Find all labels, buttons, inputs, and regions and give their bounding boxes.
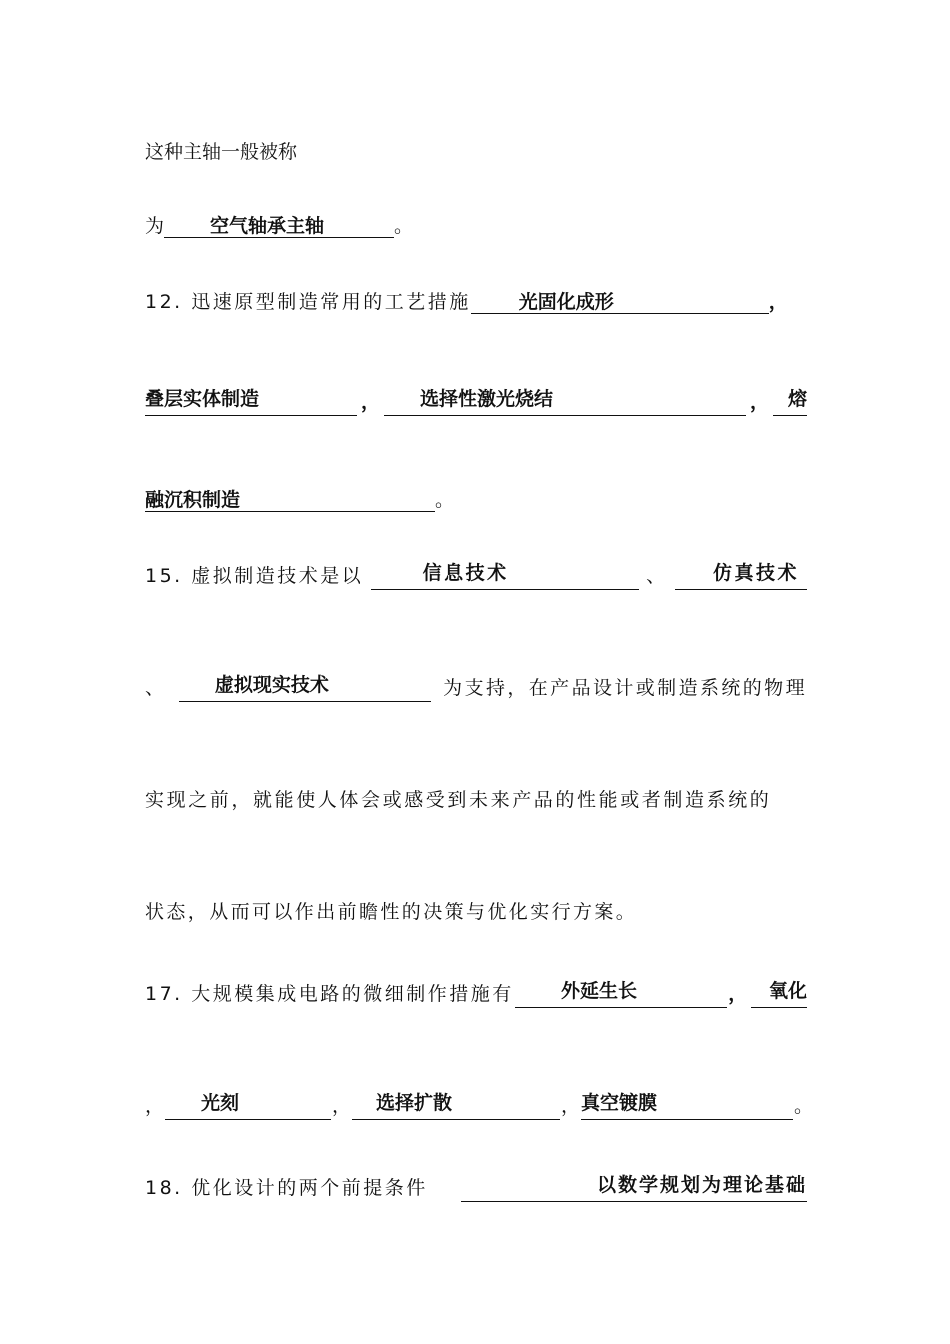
punct: ， [560, 1095, 580, 1117]
answer-blank: 选择扩散 [352, 1092, 560, 1120]
question-12-cont [145, 388, 807, 416]
answer-blank: 以数学规划为理论基础 [461, 1174, 807, 1202]
answer-blank: 真空镀膜 [581, 1092, 793, 1120]
answer-blank: 氧化 [751, 980, 807, 1008]
punct: ， [768, 291, 791, 313]
answer-blank: 叠层实体制造 [145, 388, 357, 416]
punct: ， [145, 1095, 165, 1117]
question-18 [145, 1174, 807, 1202]
answer-blank: 光刻 [165, 1092, 331, 1120]
text: 为支持，在产品设计或制造系统的物理 [443, 677, 807, 699]
punct: 。 [793, 1095, 813, 1117]
text: 状态，从而可以作出前瞻性的决策与优化实行方案。 [145, 901, 638, 923]
answer-blank: 仿真技术 [675, 562, 807, 590]
punct: ， [749, 391, 769, 413]
text-line-1 [145, 138, 807, 166]
text: 实现之前，就能使人体会或感受到未来产品的性能或者制造系统的 [145, 789, 772, 811]
answer-blank: 信息技术 [371, 562, 639, 590]
question-text: 17. 大规模集成电路的微细制作措施有 [145, 983, 514, 1005]
answer-blank: 融沉积制造 [145, 489, 435, 512]
punct: 、 [646, 565, 668, 587]
punct: 。 [394, 215, 414, 237]
answer-blank: 光固化成形 [471, 291, 769, 314]
answer-blank: 选择性激光烧结 [384, 388, 746, 416]
answer-blank: 熔 [773, 388, 807, 416]
answer-blank: 外延生长 [515, 980, 727, 1008]
answer-blank: 空气轴承主轴 [164, 215, 394, 238]
punct: 。 [435, 489, 455, 511]
text-line-2 [145, 212, 807, 240]
text-line [145, 898, 807, 926]
question-12 [145, 288, 807, 316]
answer-blank: 虚拟现实技术 [179, 674, 431, 702]
question-17-cont [145, 1092, 813, 1120]
question-text: 18. 优化设计的两个前提条件 [145, 1177, 428, 1199]
text: 这种主轴一般被称 [145, 141, 298, 163]
question-17 [145, 980, 807, 1008]
punct: ， [360, 391, 380, 413]
text: 为 [145, 215, 165, 237]
text-line [145, 786, 807, 814]
question-12-cont2 [145, 486, 807, 514]
question-15-cont [145, 674, 807, 702]
punct: ， [331, 1095, 351, 1117]
punct: ， [728, 983, 750, 1005]
question-text: 15. 虚拟制造技术是以 [145, 565, 364, 587]
question-text: 12. 迅速原型制造常用的工艺措施 [145, 291, 471, 313]
question-15 [145, 562, 807, 590]
punct: 、 [145, 677, 167, 699]
